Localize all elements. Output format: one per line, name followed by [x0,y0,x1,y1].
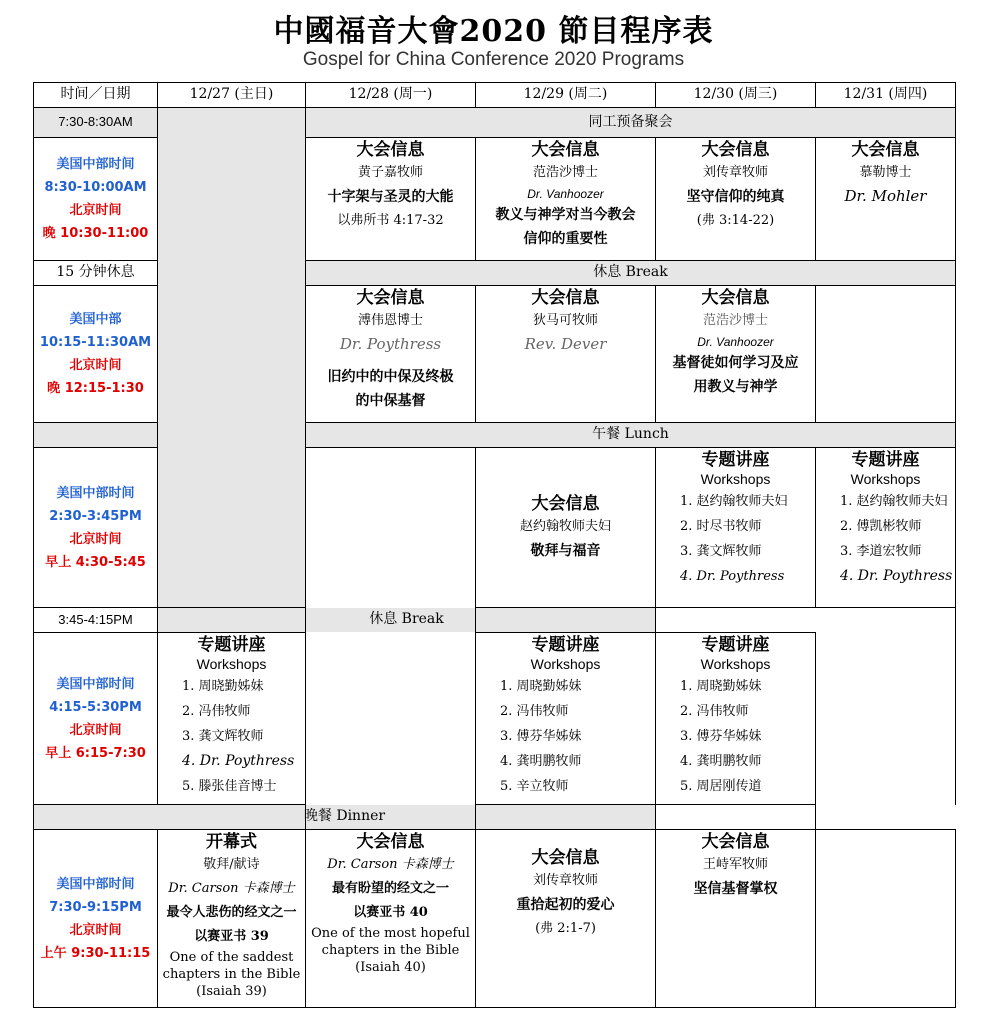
session2-mon: 大会信息 溥伟恩博士 Dr. Poythress 旧约中的中保及终极 的中保基督 [306,286,476,423]
session1-wed: 大会信息 刘传章牧师 坚守信仰的纯真 (弗 3:14-22) [656,138,816,261]
session4-tue: 专题讲座 Workshops 1. 周晓勤姊妹 2. 冯伟牧师 3. 傅芬华姊妹 4. 龚明鹏牧师 5. 辛立牧师 [476,633,656,805]
break2-time: 3:45-4:15PM [34,608,158,633]
staff-row [34,108,956,138]
session4-wed: 专题讲座 Workshops 1. 周晓勤姊妹 2. 冯伟牧师 3. 傅芬华姊妹 4. 龚明鹏牧师 5. 周居刚传道 [656,633,816,805]
session5-time: 美国中部时间 7:30-9:15PM 北京时间 上午 9:30-11:15 [34,830,158,1008]
header-day-sun: 12/27 (主日) [158,83,306,108]
session2-wed: 大会信息 范浩沙博士 Dr. Vanhoozer 基督徒如何学习及应 用教义与神学 [656,286,816,423]
lunch-time-empty [34,423,158,448]
session1-thu: 大会信息 慕勒博士 Dr. Mohler [816,138,956,261]
sunday-empty-block [158,108,306,608]
session3-mon: 大会信息 赵约翰牧师夫妇 敬拜与福音 [476,448,656,608]
dinner-thu-empty [656,805,816,830]
session1-mon: 大会信息 黄子嘉牧师 十字架与圣灵的大能 以弗所书 4:17-32 [306,138,476,261]
session1-tue: 大会信息 范浩沙博士 Dr. Vanhoozer 教义与神学对当今教会 信仰的重要性 [476,138,656,261]
session5-row [34,830,956,1008]
schedule-table [33,82,956,1008]
page-subtitle: Gospel for China Conference 2020 Programs [302,49,685,70]
header-day-wed: 12/30 (周三) [656,83,816,108]
session3-time: 美国中部时间 2:30-3:45PM 北京时间 早上 4:30-5:45 [34,448,158,608]
header-day-mon: 12/28 (周一) [306,83,476,108]
session2-thu [816,286,956,423]
session3-tue: 专题讲座 Workshops 1. 赵约翰牧师夫妇 2. 时尽书牧师 3. 龚文辉牧师 4. Dr. Poythress [656,448,816,608]
session5-sun: 开幕式 敬拜/献诗 Dr. Carson 卡森博士 最令人悲伤的经文之一 以赛亚书 39 One of the saddest chapters in the Bible (Isaiah 39) [158,830,306,1008]
break1-band: 休息 Break [306,261,956,286]
break1-time: 15 分钟休息 [34,261,158,286]
session4-row [34,633,956,805]
session5-tue: 大会信息 刘传章牧师 重拾起初的爱心 (弗 2:1-7) [476,830,656,1008]
header-time-date: 时间／日期 [34,83,158,108]
dinner-band: 晚餐 Dinner [34,805,656,830]
session4-mon: 专题讲座 Workshops 1. 周晓勤姊妹 2. 冯伟牧师 3. 龚文辉牧师 4. Dr. Poythress 5. 滕张佳音博士 [158,633,306,805]
break2-band: 休息 Break [158,608,656,633]
session4-time: 美国中部时间 4:15-5:30PM 北京时间 早上 6:15-7:30 [34,633,158,805]
break2-row [34,608,956,633]
sunday-afternoon-empty [306,448,476,830]
header-row [34,83,956,108]
header-day-tue: 12/29 (周二) [476,83,656,108]
session3-wed: 专题讲座 Workshops 1. 赵约翰牧师夫妇 2. 傅凯彬牧师 3. 李道宏牧师 4. Dr. Poythress [816,448,956,608]
session5-thu [816,830,956,1008]
staff-meeting-band: 同工预备聚会 [306,108,956,138]
session5-mon: 大会信息 Dr. Carson 卡森博士 最有盼望的经文之一 以赛亚书 40 One of the most hopeful chapters in the Bible (Isaiah 40) [306,830,476,1008]
session2-tue: 大会信息 狄马可牧师 Rev. Dever [476,286,656,423]
lunch-band: 午餐 Lunch [306,423,956,448]
page-title: 中國福音大會2020 節目程序表 [273,14,714,49]
session1-time: 美国中部时间 8:30-10:00AM 北京时间 晚 10:30-11:00 [34,138,158,261]
staff-time: 7:30-8:30AM [34,108,158,138]
session5-wed: 大会信息 王峙军牧师 坚信基督掌权 [656,830,816,1008]
dinner-row [34,805,956,830]
session2-time: 美国中部 10:15-11:30AM 北京时间 晚 12:15-1:30 [34,286,158,423]
header-day-thu: 12/31 (周四) [816,83,956,108]
